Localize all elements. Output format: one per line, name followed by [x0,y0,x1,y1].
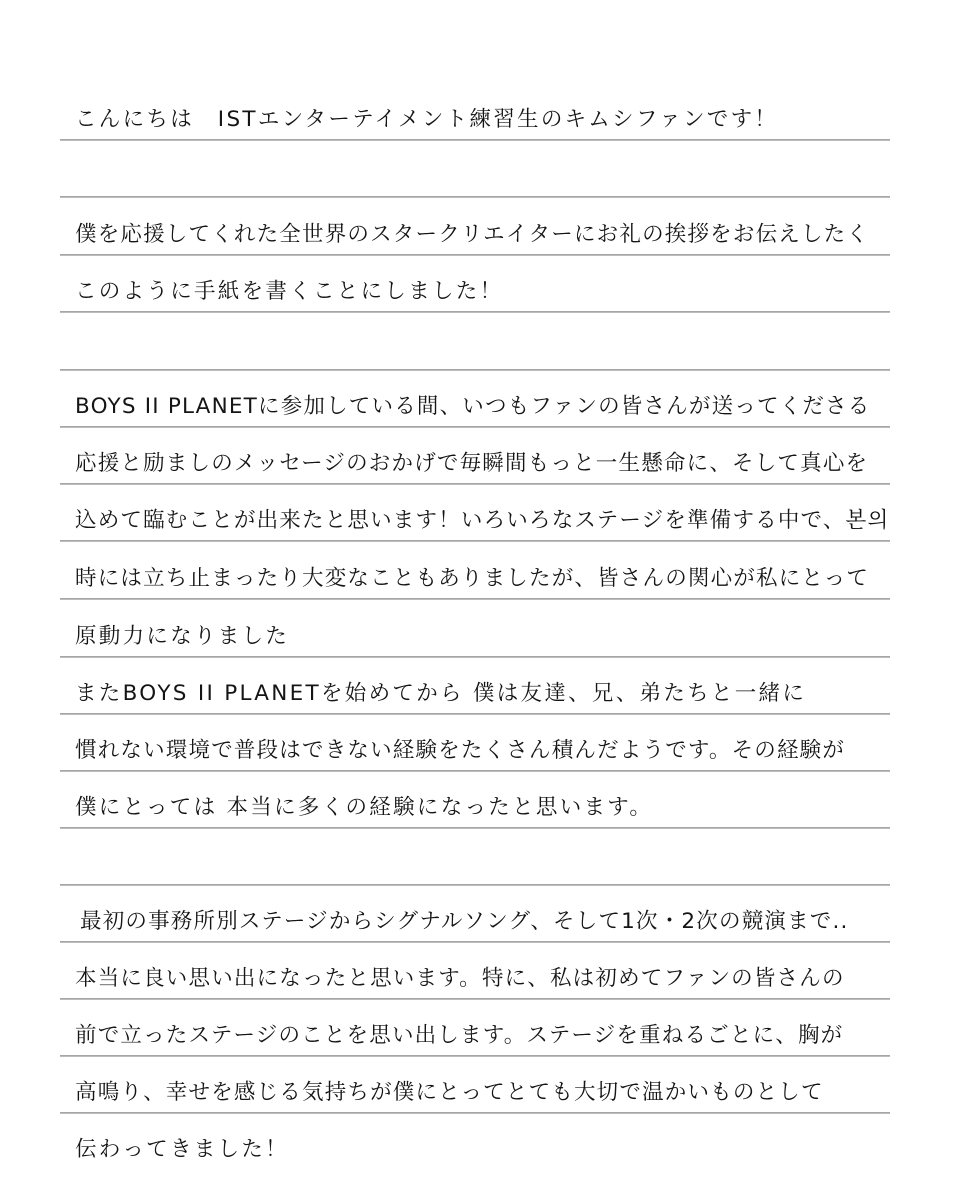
letter-line-2-blank [60,141,890,198]
letter-line-text: 応援と励ましのメッセージのおかげで毎瞬間もっと一生懸命に、そして真心を [75,451,869,476]
letter-line-text: 慣れない環境で普段はできない経験をたくさん積んだようです。その経験が [75,738,846,763]
letter-line-text: 僕にとっては 本当に多くの経験になったと思います。 [75,795,654,820]
letter-line-14-blank [60,829,890,886]
letter-line-text: 僕を応援してくれた全世界のスタークリエイターにお礼の挨拶をお伝えしたく [75,222,870,247]
letter-line-8 [60,485,890,542]
letter-line-5-blank [60,314,890,371]
letter-line-3 [60,199,890,256]
letter-line-text: 時には立ち止まったり大変なこともありましたが、皆さんの関心が私にとって [75,566,870,591]
letter-line-text: 最初の事務所別ステージからシグナルソング、そして1次・2次の競演まで.. [80,909,849,934]
letter-line-6 [60,371,890,428]
letter-line-19 [60,1114,890,1171]
letter-line-16 [60,943,890,1000]
letter-line-4 [60,256,890,313]
letter-line-text: 高鳴り、幸せを感じる気持ちが僕にとってとても大切で温かいものとして [75,1080,824,1105]
letter-line-text: BOYS II PLANETに参加している間、いつもファンの皆さんが送ってくださる [75,394,871,419]
letter-line-text: このように手紙を書くことにしました！ [75,279,504,304]
ruled-line [60,540,890,542]
letter-line-text: こんにちは ISTエンターテイメント練習生のキムシファンです！ [75,107,779,132]
letter-line-11 [60,658,890,715]
letter-line-15 [60,886,890,943]
letter-line-text: 前で立ったステージのことを思い出します。ステージを重ねるごとに、胸が [75,1023,844,1048]
letter-line-10 [60,601,890,658]
ruled-line [60,598,890,600]
ruled-line [60,196,890,198]
letter-line-text: 原動力になりました [75,624,290,649]
letter-line-7 [60,428,890,485]
letter-line-text: 伝わってきました！ [75,1137,289,1162]
letter-line-1 [60,84,890,141]
letter-line-text: 本当に良い思い出になったと思います。特に、私は初めてファンの皆さんの [75,966,845,991]
letter-line-13 [60,772,890,829]
letter-line-text: またBOYS II PLANETを始めてから 僕は友達、兄、弟たちと一緒に [75,681,807,706]
letter-line-12 [60,715,890,772]
ruled-line [60,311,890,313]
letter-line-text: 込めて臨むことが出来たと思います！いろいろなステージを準備する中で、본의 [75,508,890,533]
letter-line-9 [60,543,890,600]
letter-line-17 [60,1000,890,1057]
letter-line-18 [60,1057,890,1114]
